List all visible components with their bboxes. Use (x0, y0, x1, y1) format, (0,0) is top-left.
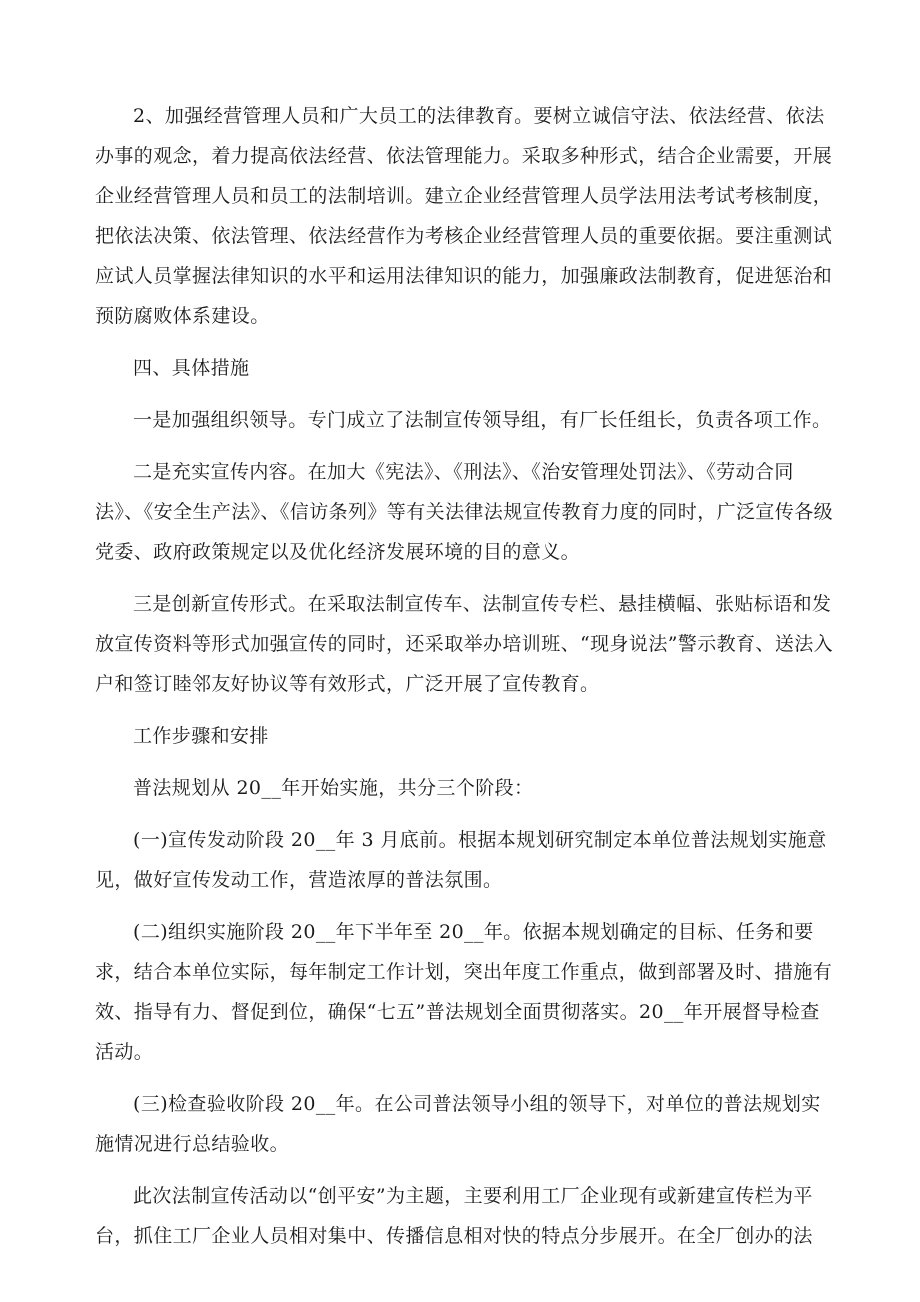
document-body (95, 96, 835, 1268)
paragraph-stage-three: (三)检查验收阶段 20__年。在公司普法领导小组的领导下，对单位的普法规划实施情况进行总结验收。 (95, 1093, 821, 1155)
paragraph-stage-two: (二)组织实施阶段 20__年下半年至 20__年。依据本规划确定的目标、任务和要求，结合本单位实际，每年制定工作计划，突出年度工作重点，做到部署及时、措施有效、指导有力、督促到位，确保“七五”普法规划全面贯彻落实。20__年开展督导检查活动。 (95, 921, 833, 1063)
section-heading-specific-measures: 四、具体措施 (133, 357, 250, 379)
paragraph-legal-education: 2、加强经营管理人员和广大员工的法律教育。要树立诚信守法、依法经营、依法办事的观念，着力提高依法经营、依法管理能力。采取多种形式，结合企业需要，开展企业经营管理人员和员工的法制培训。建立企业经营管理人员学法用法考试考核制度，把依法决策、依法管理、依法经营作为考核企业经营管理人员的重要依据。要注重测试应试人员掌握法律知识的水平和运用法律知识的能力，加强廉政法制教育，促进惩治和预防腐败体系建设。 (95, 105, 833, 327)
paragraph-campaign-theme: 此次法制宣传活动以“创平安”为主题，主要利用工厂企业现有或新建宣传栏为平台，抓住工厂企业人员相对集中、传播信息相对快的特点分步展开。在全厂创办的法 (95, 1185, 813, 1247)
paragraph-measure-one: 一是加强组织领导。专门成立了法制宣传领导组，有厂长任组长，负责各项工作。 (133, 409, 832, 431)
paragraph-measure-three: 三是创新宣传形式。在采取法制宣传车、法制宣传专栏、悬挂横幅、张贴标语和发放宣传资料等形式加强宣传的同时，还采取举办培训班、“现身说法”警示教育、送法入户和签订睦邻友好协议等有效形式，广泛开展了宣传教育。 (95, 593, 834, 695)
paragraph-measure-two: 二是充实宣传内容。在加大《宪法》、《刑法》、《治安管理处罚法》、《劳动合同法》、《安全生产法》、《信访条列》等有关法律法规宣传教育力度的同时，广泛宣传各级党委、政府政策规定以及优化经济发展环境的目的意义。 (95, 461, 834, 563)
paragraph-stage-one: (一)宣传发动阶段 20__年 3 月底前。根据本规划研究制定本单位普法规划实施意见，做好宣传发动工作，营造浓厚的普法氛围。 (95, 829, 827, 891)
section-heading-work-steps: 工作步骤和安排 (133, 725, 269, 747)
paragraph-stages-intro: 普法规划从 20__年开始实施，共分三个阶段： (133, 777, 534, 799)
